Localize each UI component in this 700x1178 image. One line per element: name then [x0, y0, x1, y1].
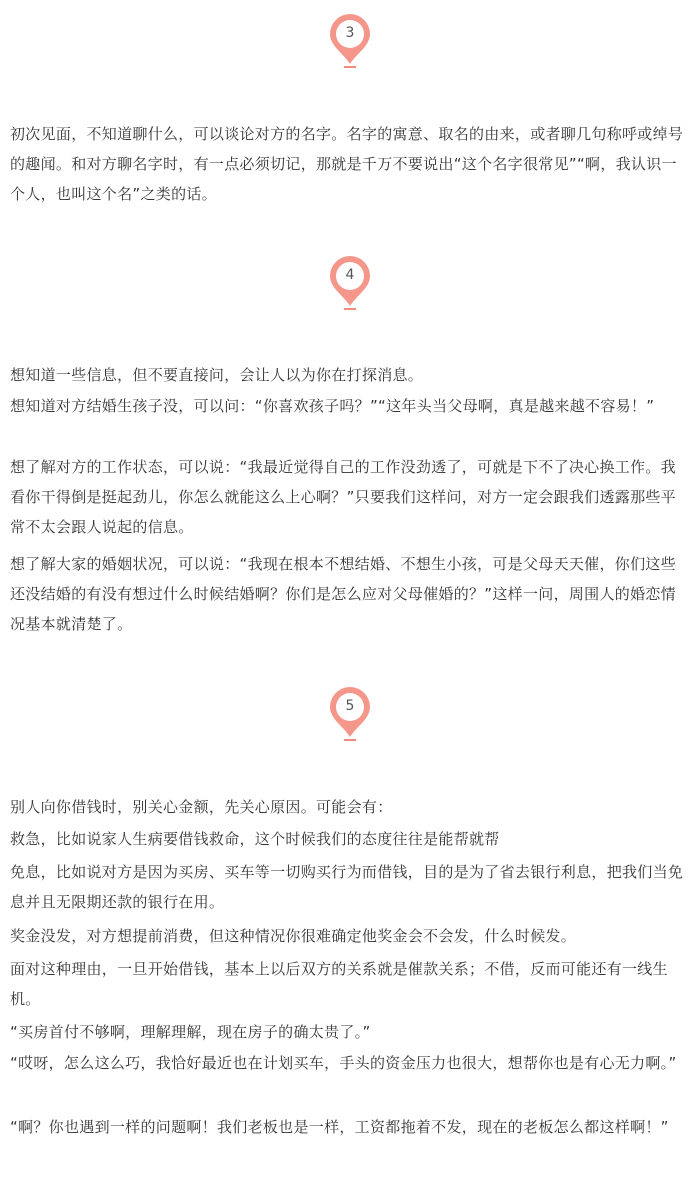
section-number: 4 — [345, 267, 355, 283]
section-4-paragraph-1: 想知道一些信息，但不要直接问，会让人以为你在打探消息。 — [10, 366, 424, 384]
section-divider — [344, 66, 356, 68]
section-5-paragraph-8: “啊？你也遇到一样的问题啊！我们老板也是一样，工资都拖着不发，现在的老板怎么都这样啊！” — [10, 1118, 669, 1136]
section-5-paragraph-1: 别人向你借钱时，别关心金额，先关心原因。可能会有： — [10, 798, 393, 816]
section-number: 5 — [345, 698, 355, 714]
section-marker-4 — [328, 256, 372, 316]
section-divider — [344, 308, 356, 310]
section-marker-5 — [328, 687, 372, 747]
section-divider — [344, 739, 356, 741]
section-4-paragraph-2: 想知道对方结婚生孩子没，可以问：“你喜欢孩子吗？”“这年头当父母啊，真是越来越不容易！” — [10, 397, 655, 415]
section-5-paragraph-2: 救急，比如说家人生病要借钱救命，这个时候我们的态度往往是能帮就帮 — [10, 830, 500, 848]
section-3-paragraph-1: 初次见面，不知道聊什么，可以谈论对方的名字。名字的寓意、取名的由来，或者聊几句称呼或绰号的趣闻。和对方聊名字时，有一点必须切记，那就是千万不要说出“这个名字很常见”“啊，我认识一个人，也叫这个名”之类的话。 — [10, 125, 684, 203]
section-5-paragraph-7: “哎呀，怎么这么巧，我恰好最近也在计划买车，手头的资金压力也很大，想帮你也是有心无力啊。” — [10, 1054, 677, 1072]
section-5-paragraph-4: 奖金没发，对方想提前消费，但这种情况你很难确定他奖金会不会发，什么时候发。 — [10, 927, 577, 945]
section-marker-3 — [328, 14, 372, 74]
section-5-paragraph-5: 面对这种理由，一旦开始借钱，基本上以后双方的关系就是催款关系；不借，反而可能还有一线生机。 — [10, 960, 668, 1008]
section-4-paragraph-3: 想了解对方的工作状态，可以说：“我最近觉得自己的工作没劲透了，可就是下不了决心换工作。我看你干得倒是挺起劲儿，你怎么就能这么上心啊？”只要我们这样问，对方一定会跟我们透露那些平常不太会跟人说起的信息。 — [10, 458, 676, 536]
section-number: 3 — [345, 25, 355, 41]
section-5-paragraph-3: 免息，比如说对方是因为买房、买车等一切购买行为而借钱，目的是为了省去银行利息，把我们当免息并且无限期还款的银行在用。 — [10, 863, 684, 911]
section-5-paragraph-6: “买房首付不够啊，理解理解，现在房子的确太贵了。” — [10, 1023, 371, 1041]
section-4-paragraph-4: 想了解大家的婚姻状况，可以说：“我现在根本不想结婚、不想生小孩，可是父母天天催，你们这些还没结婚的有没有想过什么时候结婚啊？你们是怎么应对父母催婚的？”这样一问，周围人的婚恋情况基本就清楚了。 — [10, 555, 676, 633]
